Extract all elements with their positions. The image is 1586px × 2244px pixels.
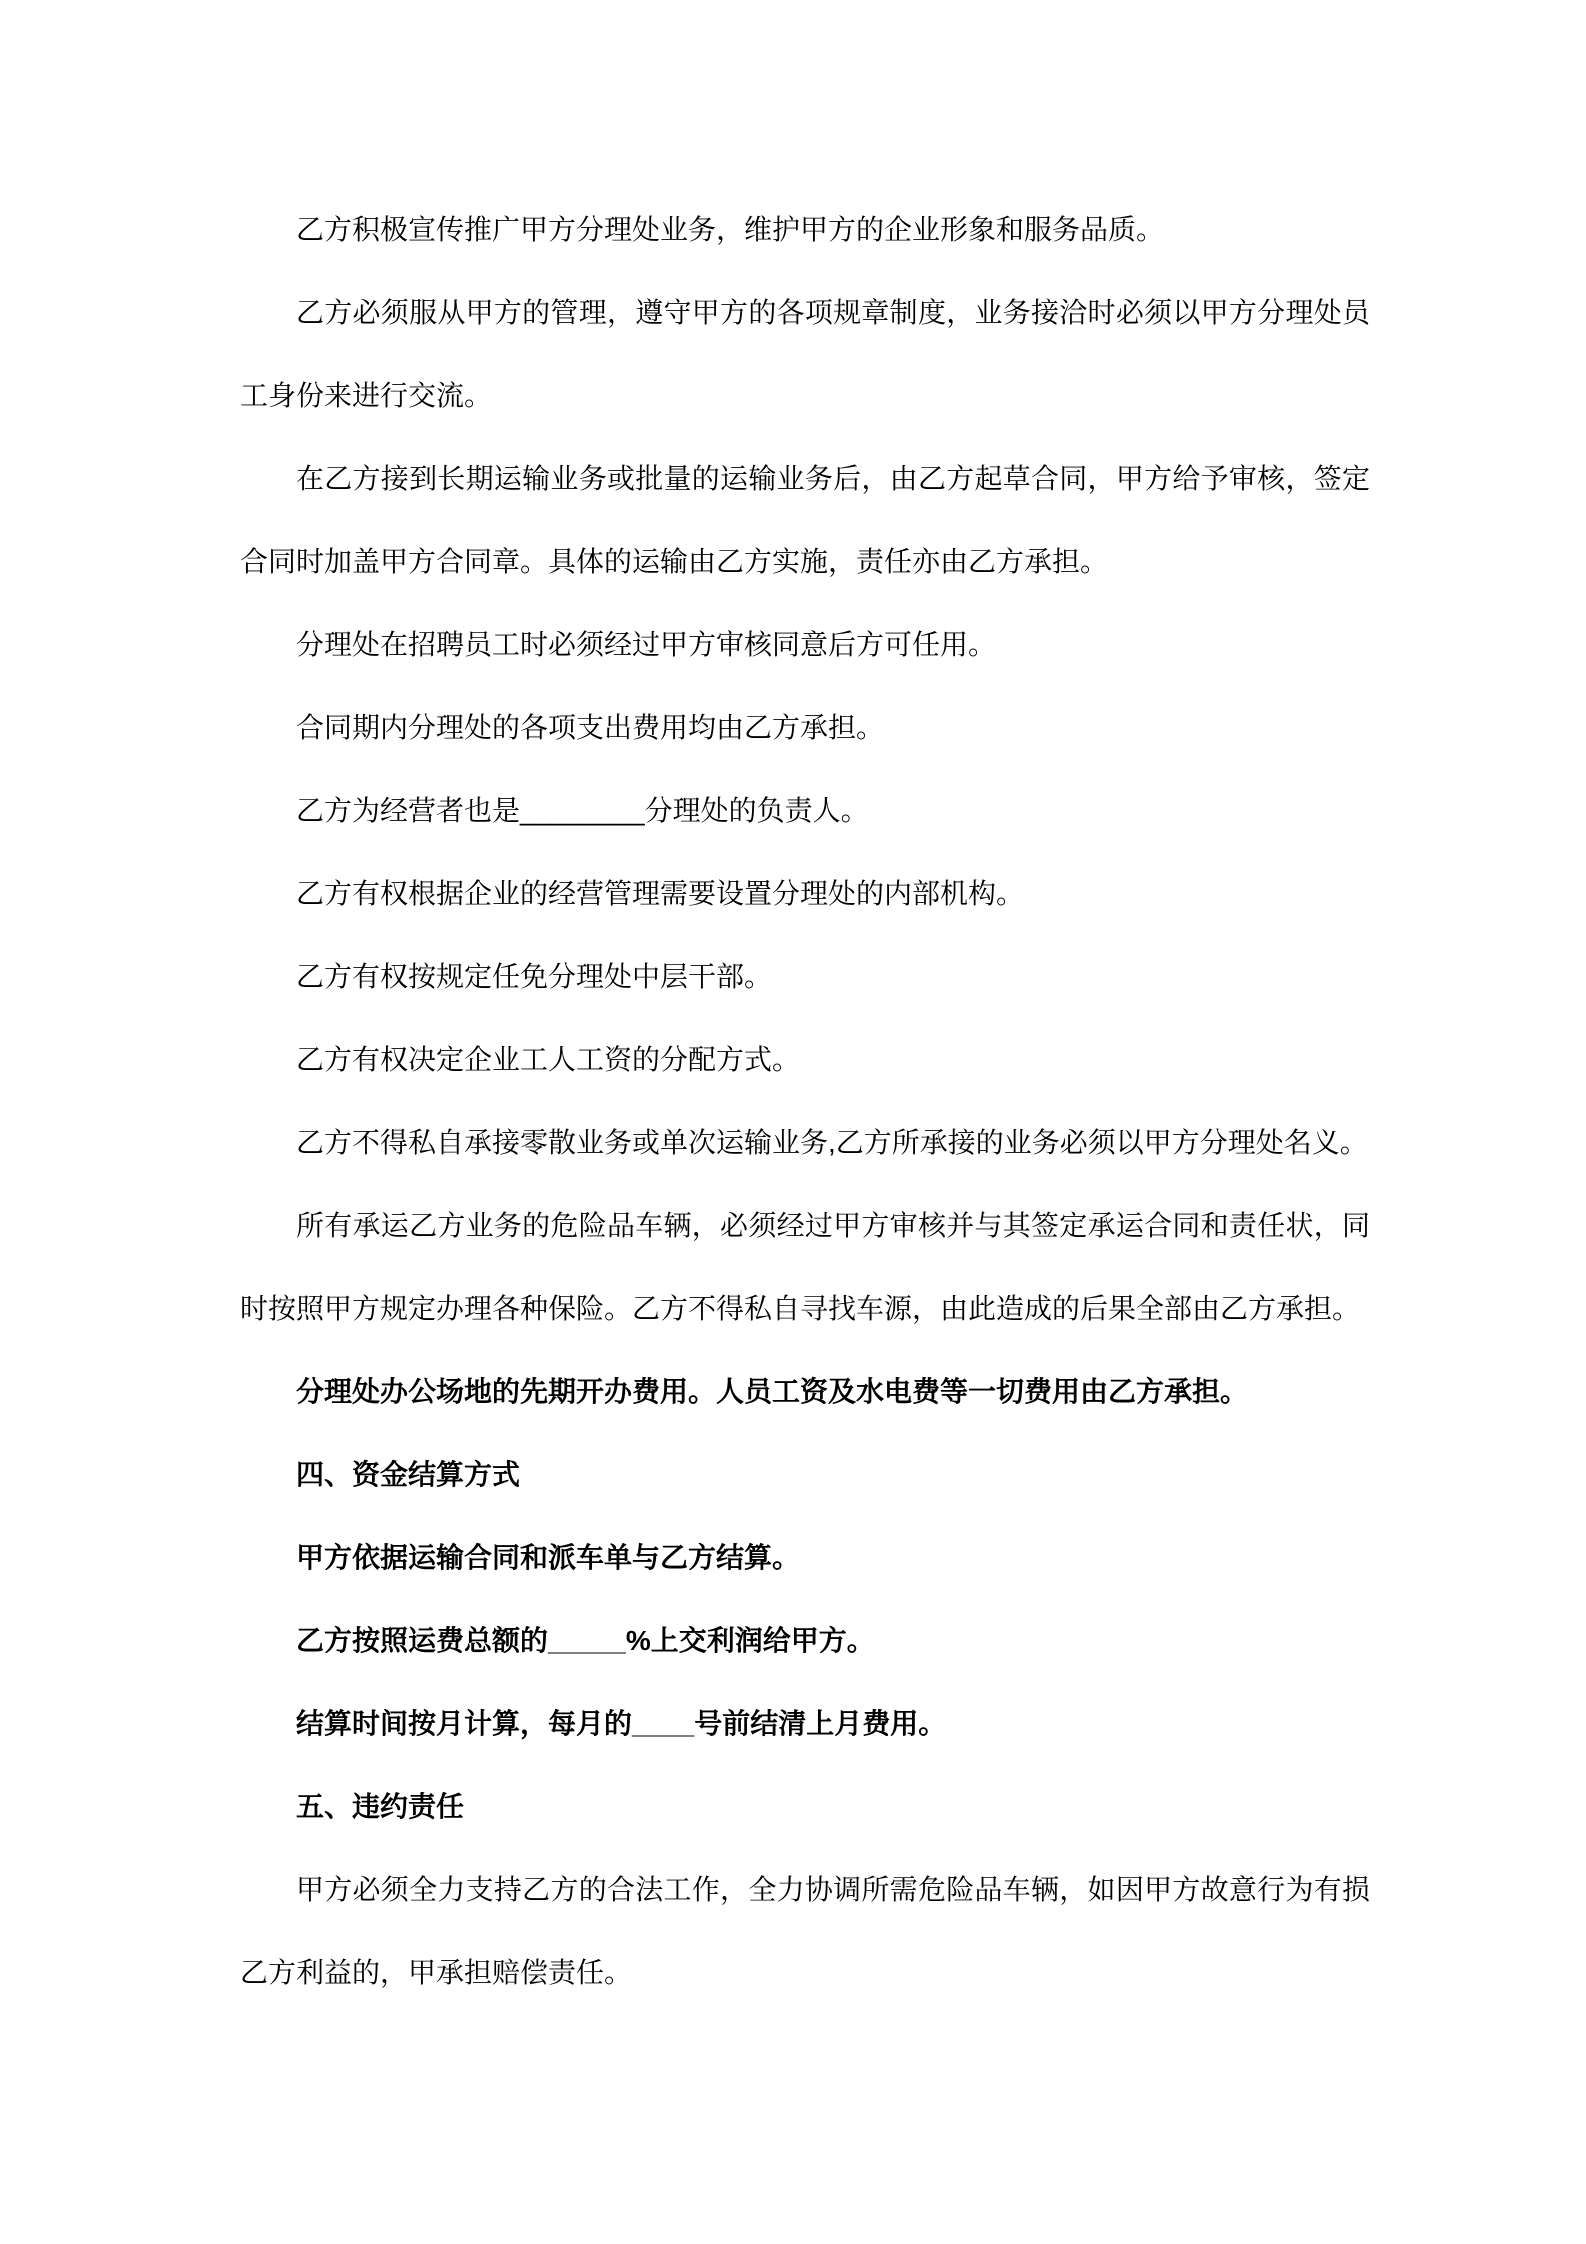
- contract-paragraph: 五、违约责任: [296, 1791, 465, 1822]
- contract-paragraph: 分理处办公场地的先期开办费用。人员工资及水电费等一切费用由乙方承担。: [296, 1376, 1249, 1407]
- contract-paragraph: 甲方依据运输合同和派车单与乙方结算。: [296, 1542, 801, 1573]
- contract-paragraph: 合同期内分理处的各项支出费用均由乙方承担。: [296, 712, 885, 743]
- contract-paragraph: 结算时间按月计算，每月的____号前结清上月费用。: [296, 1708, 947, 1739]
- contract-paragraph: 乙方有权根据企业的经营管理需要设置分理处的内部机构。: [296, 878, 1025, 909]
- contract-paragraph: 乙方有权按规定任免分理处中层干部。: [296, 961, 773, 992]
- contract-paragraph: 甲方必须全力支持乙方的合法工作，全力协调所需危险品车辆，如因甲方故意行为有损乙方利益的，甲承担赔偿责任。: [240, 1874, 1370, 1988]
- contract-paragraph: 乙方按照运费总额的_____%上交利润给甲方。: [296, 1625, 875, 1656]
- contract-paragraph: 乙方有权决定企业工人工资的分配方式。: [296, 1044, 801, 1075]
- contract-paragraph: 乙方积极宣传推广甲方分理处业务，维护甲方的企业形象和服务品质。: [296, 214, 1165, 245]
- contract-paragraph: 乙方必须服从甲方的管理，遵守甲方的各项规章制度，业务接洽时必须以甲方分理处员工身份来进行交流。: [240, 297, 1370, 411]
- contract-paragraph: 在乙方接到长期运输业务或批量的运输业务后，由乙方起草合同，甲方给予审核，签定合同时加盖甲方合同章。具体的运输由乙方实施，责任亦由乙方承担。: [240, 463, 1370, 577]
- document-body: [240, 188, 1370, 2014]
- contract-paragraph: 四、资金结算方式: [296, 1459, 521, 1490]
- contract-paragraph: 所有承运乙方业务的危险品车辆，必须经过甲方审核并与其签定承运合同和责任状，同时按照甲方规定办理各种保险。乙方不得私自寻找车源，由此造成的后果全部由乙方承担。: [240, 1210, 1370, 1324]
- contract-paragraph: 分理处在招聘员工时必须经过甲方审核同意后方可任用。: [296, 629, 997, 660]
- contract-paragraph: 乙方不得私自承接零散业务或单次运输业务,乙方所承接的业务必须以甲方分理处名义。: [296, 1127, 1368, 1158]
- contract-paragraph: 乙方为经营者也是________分理处的负责人。: [296, 795, 869, 826]
